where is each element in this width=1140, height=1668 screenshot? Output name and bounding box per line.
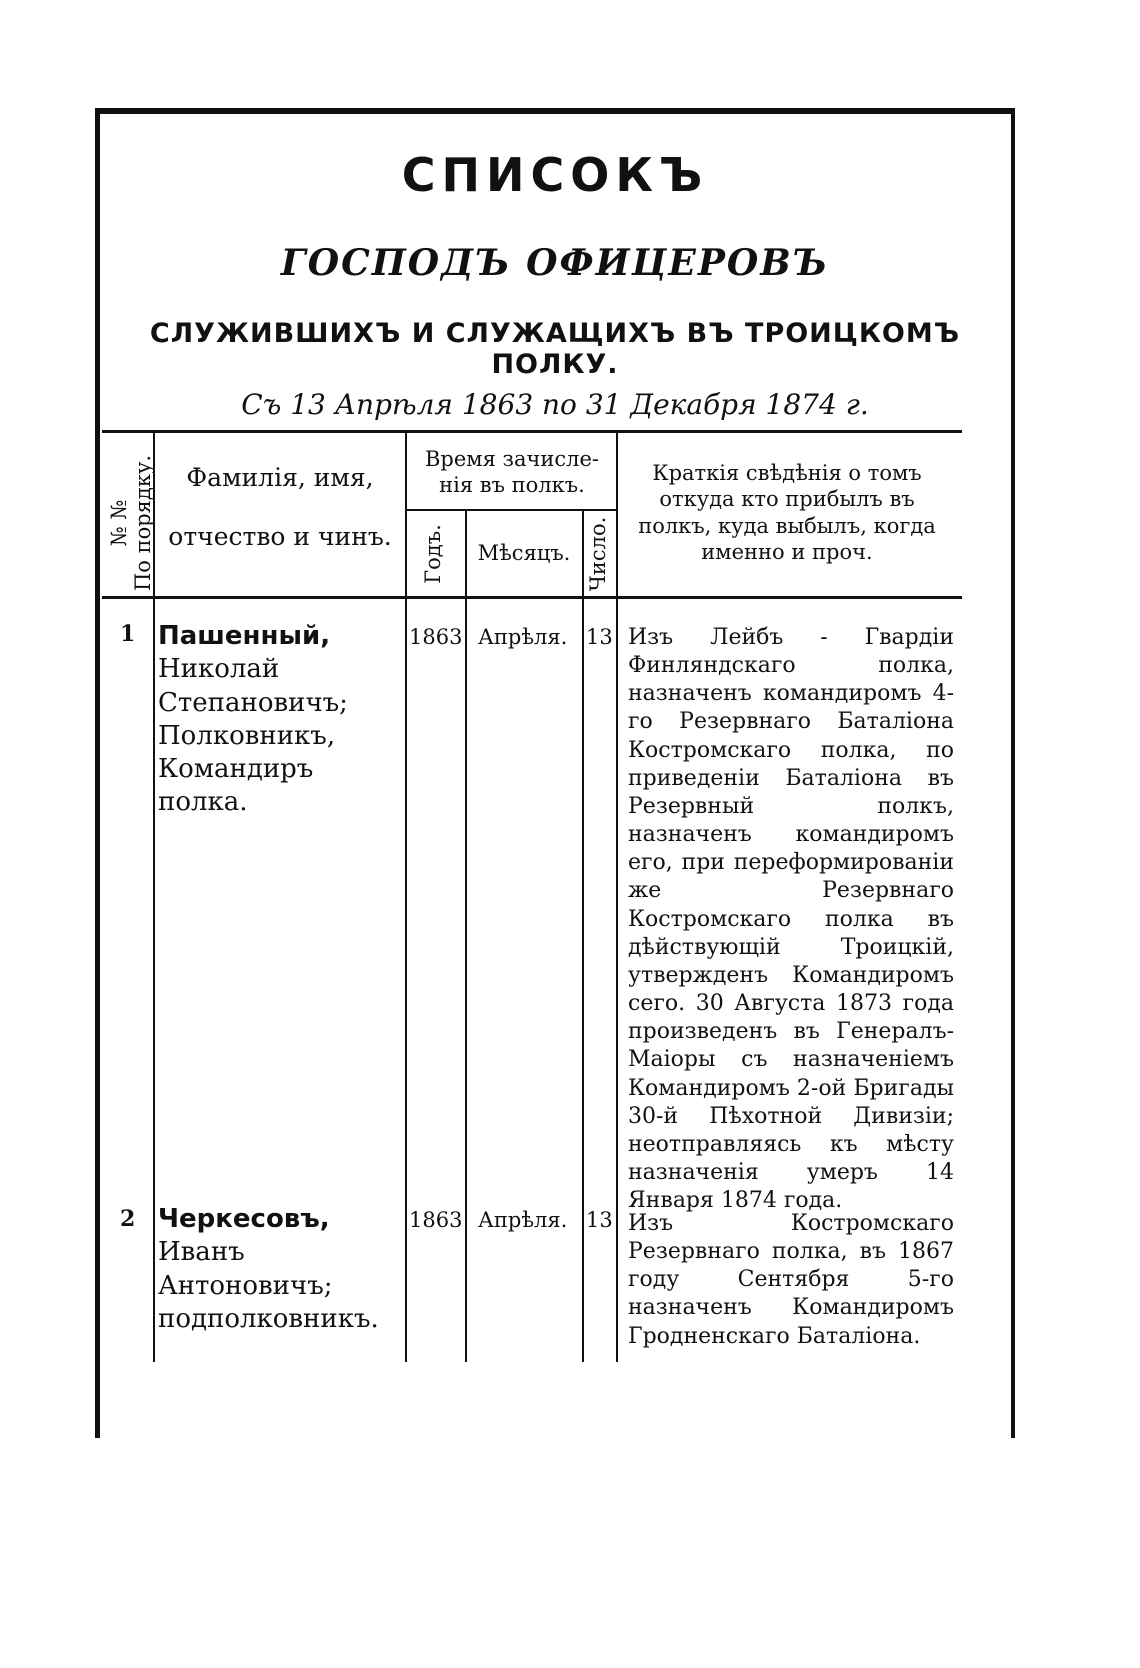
row-2-name-rest: Иванъ Антоновичъ; подполковникъ. — [158, 1237, 379, 1334]
col-divider-day — [616, 432, 618, 1362]
row-1-year: 1863 — [409, 625, 463, 649]
row-1-notes: Изъ Лейбъ - Гвардіи Финляндскаго полка, назначенъ командиромъ 4-го Резервнаго Баталіона Костромскаго полка, по приведеніи Баталіона въ Резервный полкъ, назначенъ командиромъ его, при переформированіи же Резервнаго Костромскаго полка въ дѣйствующій Троицкій, утвержденъ Командиромъ сего. 30 Августа 1873 года произведенъ въ Генералъ-Маіоры съ назначеніемъ Командиромъ 2-ой Бригады 30-й Пѣхотной Дивизіи; неотправляясь къ мѣсту назначенія умеръ 14 Января 1874 года. — [628, 625, 954, 1214]
row-1-day: 13 — [586, 625, 613, 649]
table-top-rule — [102, 430, 962, 433]
row-2-month: Апрѣля. — [478, 1208, 568, 1232]
row-1-surname: Пашенный, — [158, 621, 331, 651]
header-number: № № По порядку. — [107, 454, 155, 592]
document-title: СПИСОКЪ — [401, 148, 709, 202]
document-subtitle: ГОСПОДЪ ОФИЦЕРОВЪ — [280, 242, 830, 284]
row-1-month: Апрѣля. — [478, 625, 568, 649]
row-2-number: 2 — [120, 1206, 136, 1232]
header-time-group: Время зачисле-нія въ полкъ. — [424, 447, 600, 498]
row-2-notes: Изъ Костромскаго Резервнаго полка, въ 1867 году Сентября 5-го назначенъ Командиромъ Гродненскаго Баталіона. — [628, 1211, 954, 1349]
subheader-rule — [407, 509, 617, 511]
row-1-number: 1 — [120, 621, 136, 647]
date-range: Съ 13 Апрѣля 1863 по 31 Декабря 1874 г. — [241, 388, 869, 421]
col-divider-name — [405, 432, 407, 1362]
col-divider-month — [582, 510, 584, 1362]
row-2-day: 13 — [586, 1208, 613, 1232]
row-1-name — [158, 620, 402, 820]
row-2-name — [158, 1203, 402, 1336]
row-2-year: 1863 — [409, 1208, 463, 1232]
row-1-name-rest: Николай Степановичъ; Полковникъ, Командиръ полка. — [158, 654, 348, 818]
header-month: Мѣсяцъ. — [477, 541, 571, 565]
header-notes: Краткія свѣдѣнія о томъ откуда кто прибылъ въ полкъ, куда выбылъ, когда именно и проч. — [638, 461, 936, 564]
header-day: Число. — [586, 516, 610, 592]
document-heading: СЛУЖИВШИХЪ И СЛУЖАЩИХЪ ВЪ ТРОИЦКОМЪ ПОЛКУ. — [149, 318, 961, 380]
header-year: Годъ. — [421, 524, 445, 584]
header-name: Фамилія, имя, отчество и чинъ. — [168, 463, 392, 552]
header-bottom-rule — [102, 596, 962, 599]
row-2-surname: Черкесовъ, — [158, 1204, 330, 1234]
col-divider-year — [465, 510, 467, 1362]
